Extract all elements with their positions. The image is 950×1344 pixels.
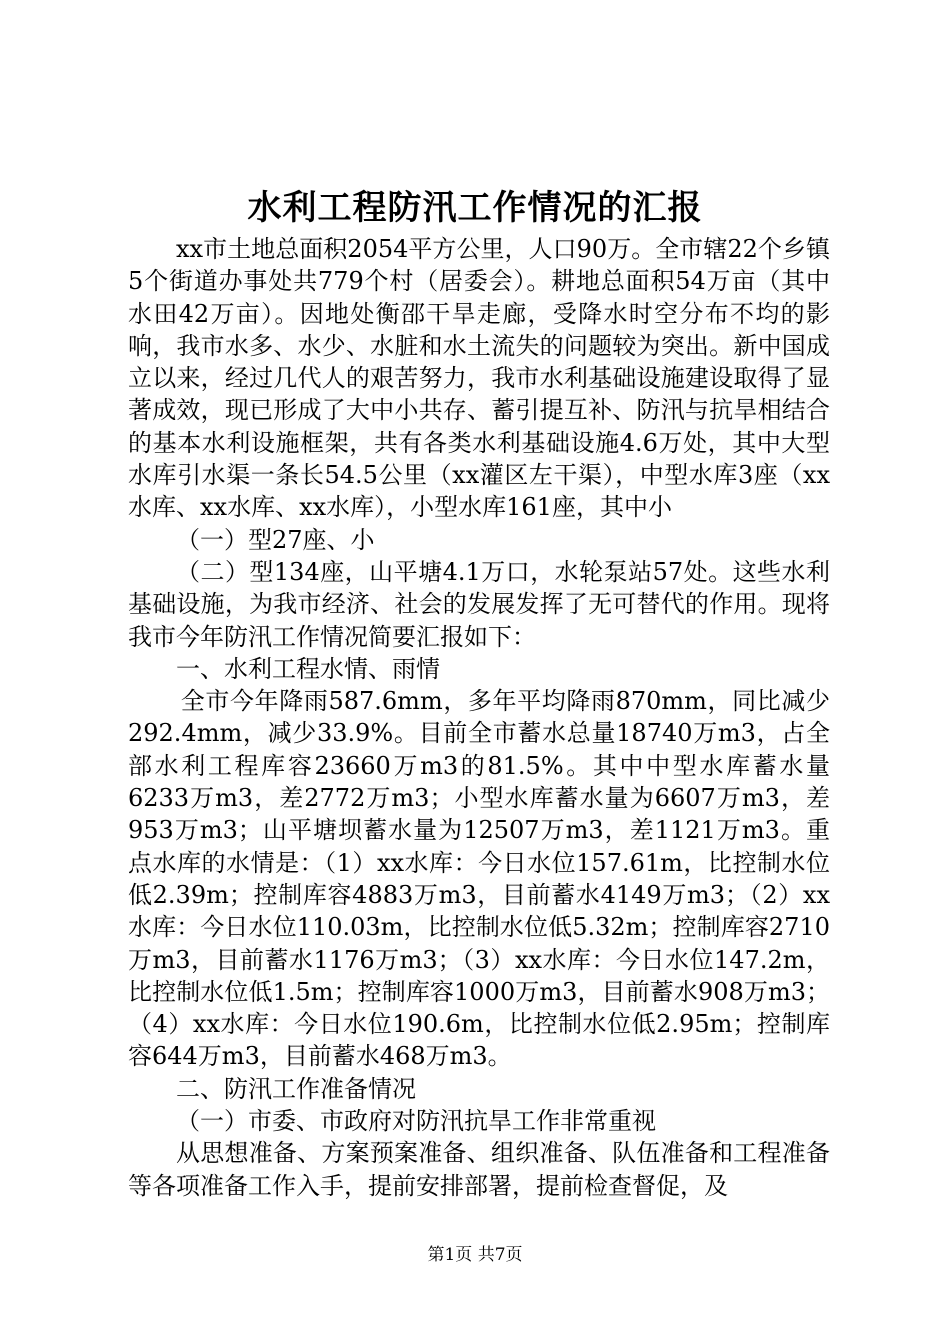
subheading-government-attention: （一）市委、市政府对防汛抗旱工作非常重视 xyxy=(176,1107,656,1136)
document-body xyxy=(128,233,830,1202)
paragraph-item-one: （一）型27座、小 xyxy=(176,525,375,554)
section-heading-water-rain: 一、水利工程水情、雨情 xyxy=(176,654,440,683)
document-title: 水利工程防汛工作情况的汇报 xyxy=(247,188,703,228)
paragraph-water-rain: 全市今年降雨587.6mm，多年平均降雨870mm，同比减少292.4mm，减少33.9%。目前全市蓄水总量18740万m3，占全部水利工程库容23660万m3的81.5%。其中中型水库蓄水量6233万m3，差2772万m3；小型水库蓄水量为6607万m3，差953万m3；山平塘坝蓄水量为12507万m3，差1121万m3。重点水库的水情是：（1）xx水库：今日水位157.61m，比控制水位低2.39m；控制库容4883万m3，目前蓄水4149万m3；（2）xx水库：今日水位110.03m，比控制水位低5.32m；控制库容2710万m3，目前蓄水1176万m3；（3）xx水库：今日水位147.2m，比控制水位低1.5m；控制库容1000万m3，目前蓄水908万m3；（4）xx水库：今日水位190.6m，比控制水位低2.95m；控制库容644万m3，目前蓄水468万m3。 xyxy=(128,687,830,1071)
paragraph-overview: xx市土地总面积2054平方公里，人口90万。全市辖22个乡镇5个街道办事处共779个村（居委会）。耕地总面积54万亩（其中水田42万亩）。因地处衡邵干旱走廊，受降水时空分布不均的影响，我市水多、水少、水脏和水土流失的问题较为突出。新中国成立以来，经过几代人的艰苦努力，我市水利基础设施建设取得了显著成效，现已形成了大中小共存、蓄引提互补、防汛与抗旱相结合的基本水利设施框架，共有各类水利基础设施4.6万处，其中大型水库引水渠一条长54.5公里（xx灌区左干渠），中型水库3座（xx水库、xx水库、xx水库），小型水库161座，其中小 xyxy=(128,235,830,522)
section-heading-preparation: 二、防汛工作准备情况 xyxy=(176,1074,416,1103)
paragraph-preparation: 从思想准备、方案预案准备、组织准备、队伍准备和工程准备等各项准备工作入手，提前安排部署，提前检查督促，及 xyxy=(128,1139,830,1200)
page-footer: 第1页 共7页 xyxy=(427,1245,523,1265)
paragraph-item-two: （二）型134座，山平塘4.1万口，水轮泵站57处。这些水利基础设施，为我市经济、社会的发展发挥了无可替代的作用。现将我市今年防汛工作情况简要汇报如下： xyxy=(128,557,830,651)
